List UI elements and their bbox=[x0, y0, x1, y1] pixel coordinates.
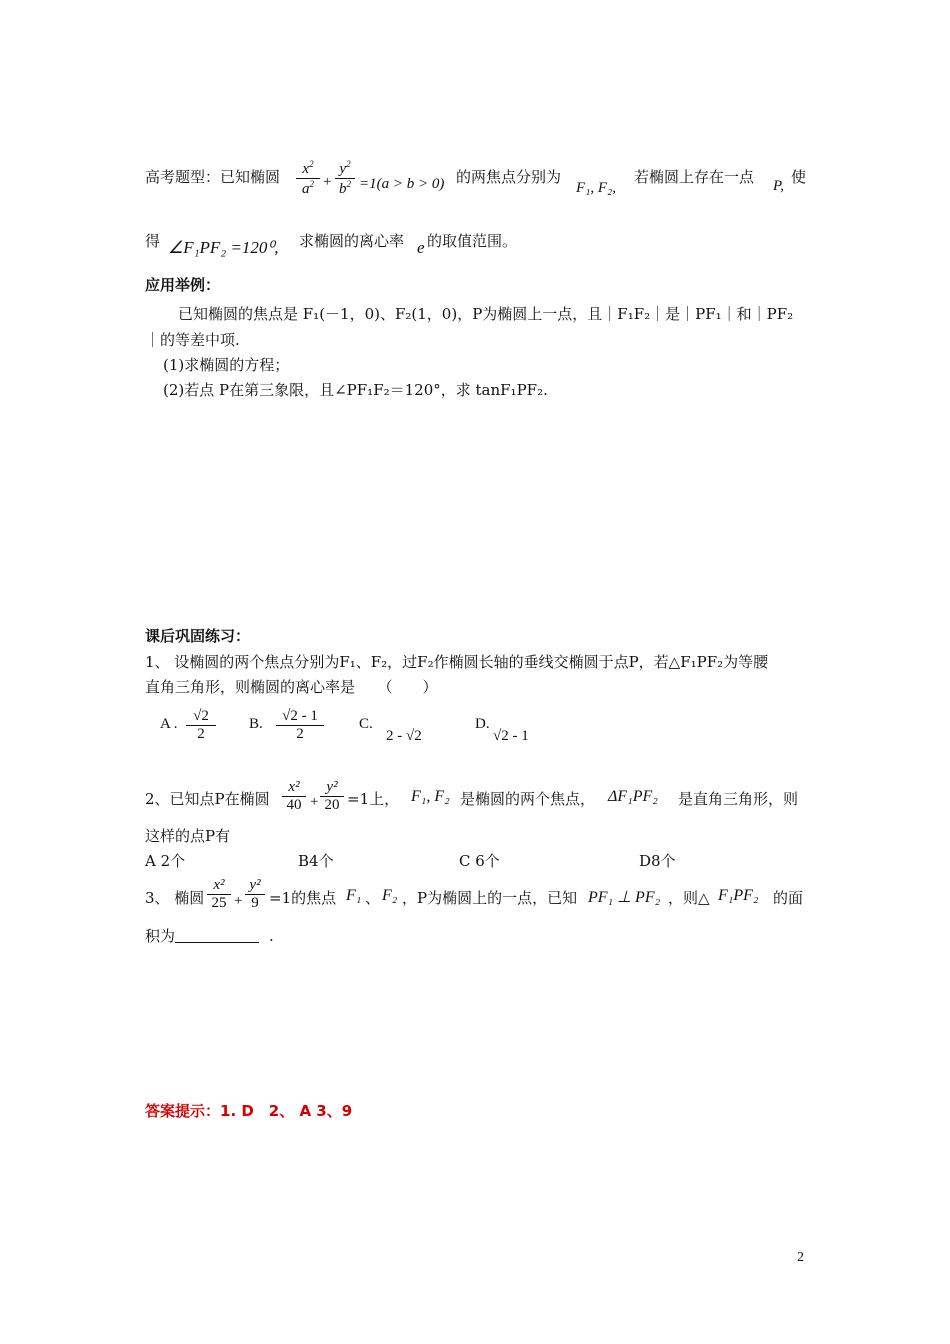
q2-text-c: 是直角三角形，则 bbox=[678, 790, 799, 808]
example-heading: 应用举例： bbox=[145, 276, 221, 294]
q3-x-num: x² bbox=[213, 877, 225, 893]
q0-frac-y: $y^2$ $b^2$ bbox=[335, 159, 355, 198]
q2-x-den: 40 bbox=[286, 797, 302, 813]
q0-y-num: y bbox=[339, 161, 347, 177]
q0-line2-c: 的取值范围。 bbox=[427, 232, 518, 250]
q0-point-p: P, bbox=[773, 178, 784, 194]
q1-option-b-label: B. bbox=[249, 716, 263, 732]
q2-frac-x bbox=[282, 779, 306, 814]
q3-text-d: 的面 bbox=[773, 889, 804, 907]
q3-x-den: 25 bbox=[211, 895, 227, 911]
q1-option-c-value: 2 - √2 bbox=[386, 728, 422, 744]
q2-triangle: ΔF₁PF₂ bbox=[608, 788, 658, 805]
q3-perp: PF₁ ⊥ PF₂ bbox=[588, 889, 661, 906]
practice-heading: 课后巩固练习： bbox=[145, 627, 251, 645]
q2-y-num: y² bbox=[326, 779, 338, 795]
q3-y-den: 9 bbox=[251, 895, 259, 911]
example-part2: (2)若点 P在第三象限，且∠PF₁F₂＝120°，求 tanF₁PF₂. bbox=[163, 381, 548, 399]
q1-option-a-frac bbox=[186, 708, 216, 743]
q1-option-a-num: √2 bbox=[193, 708, 209, 724]
q2-plus: + bbox=[310, 794, 319, 810]
q3-rhs: =1的焦点 bbox=[269, 889, 337, 907]
q0-plus: + bbox=[323, 174, 332, 190]
q2-x-num: x² bbox=[288, 779, 300, 795]
q0-line1 bbox=[145, 166, 280, 187]
q0-y-den: b bbox=[339, 181, 347, 197]
q2-prefix: 2、已知点P在椭圆 bbox=[145, 790, 270, 808]
q3-triangle: F₁PF₂ bbox=[718, 887, 759, 904]
q3-y-num: y² bbox=[249, 877, 261, 893]
q0-rhs: =1(a > b > 0) bbox=[359, 176, 445, 192]
q2-rhs: =1上， bbox=[347, 790, 400, 808]
q2-option-b: B4个 bbox=[298, 852, 334, 870]
answer-blank bbox=[175, 928, 259, 943]
example-line2: ｜的等差中项. bbox=[145, 331, 240, 349]
q0-end: 使 bbox=[791, 168, 807, 186]
q0-line2-a: 得 bbox=[145, 232, 161, 250]
q2-option-c: C 6个 bbox=[459, 852, 500, 870]
q0-x-den: a bbox=[302, 181, 310, 197]
q2-frac-y bbox=[320, 779, 344, 814]
example-line1: 已知椭圆的焦点是 F₁(－1，0)、F₂(1，0)，P为椭圆上一点，且｜F₁F₂｜是｜PF₁｜和｜PF₂ bbox=[178, 305, 794, 323]
q0-foci: F₁, F₂, bbox=[576, 180, 617, 196]
q0-x-num: x bbox=[302, 161, 310, 177]
q3-line2 bbox=[145, 925, 274, 946]
q1-option-d-value: √2 - 1 bbox=[493, 728, 529, 744]
q2-foci: F₁, F₂ bbox=[411, 788, 450, 805]
q0-line2-b: 求椭圆的离心率 bbox=[299, 232, 405, 250]
q3-text-c: ，则△ bbox=[668, 889, 710, 907]
q1-option-b-den: 2 bbox=[296, 726, 304, 742]
q1-option-b-num: √2 - 1 bbox=[282, 708, 318, 724]
q3-line2-text: 积为 bbox=[145, 927, 176, 945]
q2-line2: 这样的点P有 bbox=[145, 827, 231, 845]
q3-frac-y bbox=[245, 877, 265, 912]
q3-f1: F₁ bbox=[346, 887, 362, 904]
q2-text-b: 是椭圆的两个焦点， bbox=[460, 790, 596, 808]
q1-option-d-label: D. bbox=[475, 716, 490, 732]
q1-line1: 1、 设椭圆的两个焦点分别为F₁、F₂，过F₂作椭圆长轴的垂线交椭圆于点P，若△F₁PF₂为等腰 bbox=[145, 653, 769, 671]
q1-option-a-label: A . bbox=[160, 716, 178, 732]
q2-option-a: A 2个 bbox=[145, 852, 186, 870]
q1-line2: 直角三角形，则椭圆的离心率是 （ ） bbox=[145, 678, 438, 696]
q2-y-den: 20 bbox=[324, 797, 340, 813]
q3-sep: 、 bbox=[365, 889, 381, 907]
q3-end: . bbox=[269, 927, 274, 945]
q2-option-d: D8个 bbox=[639, 852, 676, 870]
page-number: 2 bbox=[797, 1250, 804, 1265]
q3-plus: + bbox=[234, 893, 243, 909]
q3-text-b: ，P为椭圆上的一点，已知 bbox=[402, 889, 578, 907]
q3-f2: F₂ bbox=[382, 887, 398, 904]
q0-prefix: 高考题型：已知椭圆 bbox=[145, 168, 281, 186]
q0-frac-x: $x^2$ $a^2$ bbox=[296, 159, 320, 198]
example-part1: (1)求椭圆的方程； bbox=[163, 356, 290, 374]
q0-mid: 的两焦点分别为 bbox=[456, 168, 562, 186]
q3-frac-x bbox=[207, 877, 231, 912]
q3-prefix: 3、 椭圆 bbox=[145, 889, 205, 907]
q1-option-c-label: C. bbox=[359, 716, 373, 732]
q1-option-b-frac bbox=[276, 708, 324, 743]
q0-angle: ∠F₁PF₂ =120⁰, bbox=[168, 238, 279, 257]
q0-after-foci: 若椭圆上存在一点 bbox=[634, 168, 755, 186]
q0-e: e bbox=[417, 238, 425, 257]
answer-hint: 答案提示：1. D 2、 A 3、9 bbox=[145, 1102, 353, 1120]
q1-option-a-den: 2 bbox=[197, 726, 205, 742]
